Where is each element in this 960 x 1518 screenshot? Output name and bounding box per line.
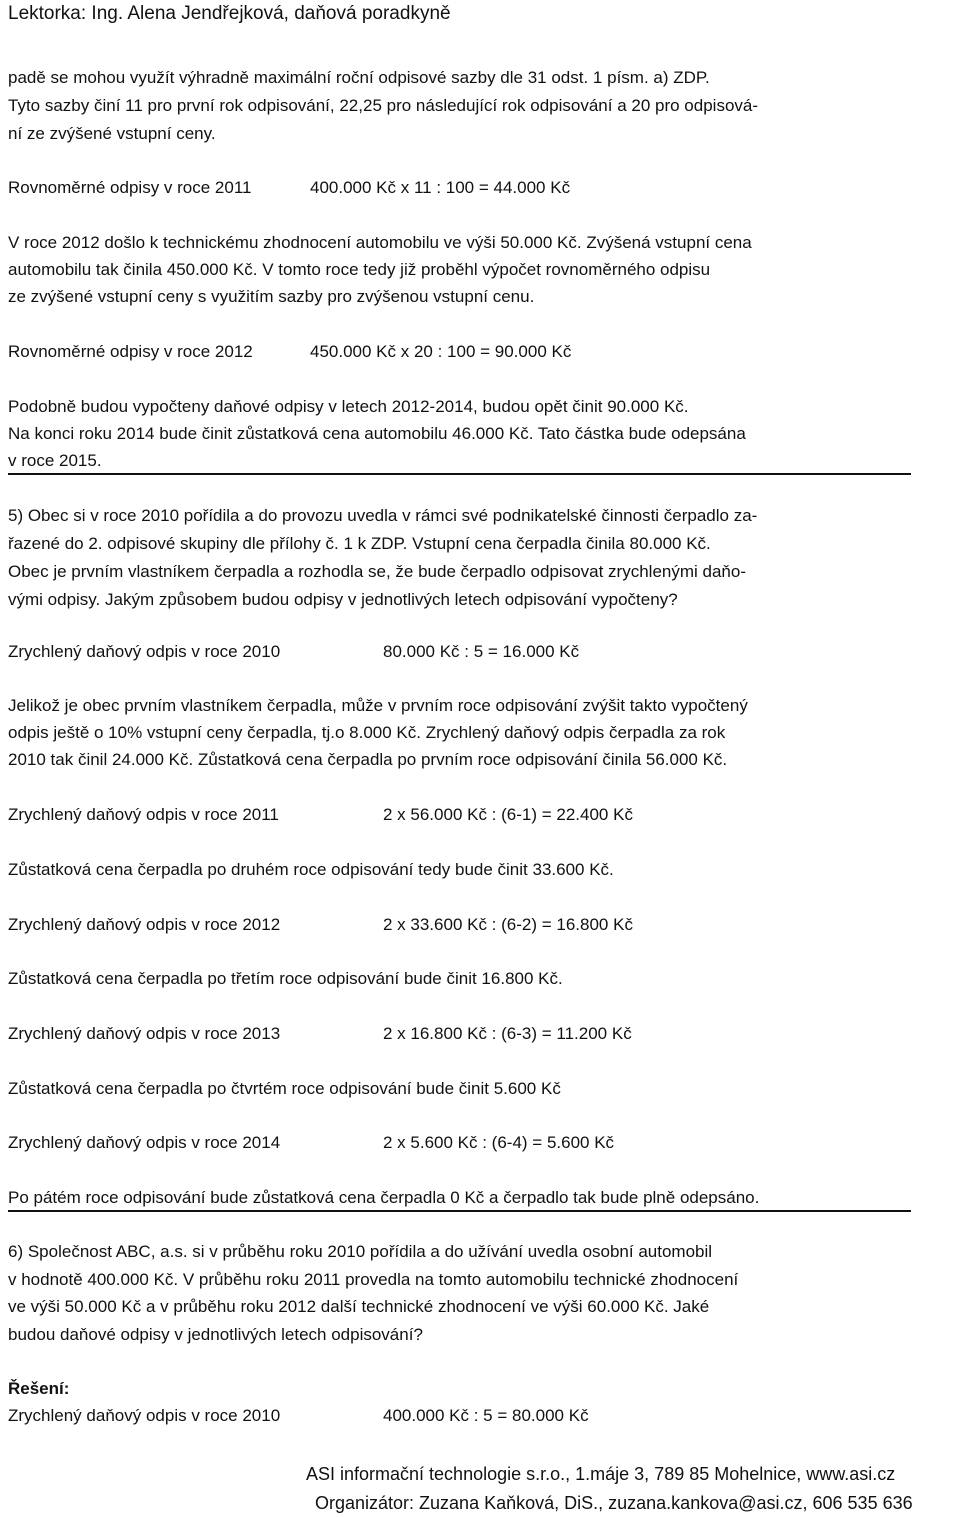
task-6-line-2: v hodnotě 400.000 Kč. V průběhu roku 2011 provedla na tomto automobilu technické zhodnocení — [8, 1270, 739, 1289]
z2010-label: Zrychlený daňový odpis v roce 2010 — [8, 642, 281, 661]
summary-line-3: v roce 2015. — [8, 451, 102, 470]
final-statement: Po pátém roce odpisování bude zůstatková cena čerpadla 0 Kč a čerpadlo tak bude plně odepsáno. — [8, 1188, 760, 1207]
z2011-label: Zrychlený daňový odpis v roce 2011 — [8, 805, 279, 824]
z2010-value: 80.000 Kč : 5 = 16.000 Kč — [383, 642, 580, 661]
intro-line-2: Tyto sazby činí 11 pro první rok odpisování, 22,25 pro následující rok odpisování a 20 pro odpisová- — [8, 96, 759, 115]
calc-2011-value: 400.000 Kč x 11 : 100 = 44.000 Kč — [310, 178, 571, 197]
section-divider-2 — [8, 1210, 911, 1212]
para-first-owner-line-3: 2010 tak činil 24.000 Kč. Zůstatková cena čerpadla po prvním roce odpisování činila 56.000 Kč. — [8, 750, 728, 769]
footer-organizer: Organizátor: Zuzana Kaňková, DiS., zuzana.kankova@asi.cz, 606 535 636 — [315, 1493, 913, 1513]
z2012-value: 2 x 33.600 Kč : (6-2) = 16.800 Kč — [383, 915, 633, 934]
para-2012-line-3: ze zvýšené vstupní ceny s využitím sazby pro zvýšenou vstupní cenu. — [8, 287, 535, 306]
s2010-label: Zrychlený daňový odpis v roce 2010 — [8, 1406, 281, 1425]
z2013-label: Zrychlený daňový odpis v roce 2013 — [8, 1024, 281, 1043]
residual-2: Zůstatková cena čerpadla po druhém roce odpisování tedy bude činit 33.600 Kč. — [8, 860, 614, 879]
page-header: Lektorka: Ing. Alena Jendřejková, daňová poradkyně — [8, 3, 451, 24]
z2011-value: 2 x 56.000 Kč : (6-1) = 22.400 Kč — [383, 805, 633, 824]
task-6-line-3: ve výši 50.000 Kč a v průběhu roku 2012 další technické zhodnocení ve výši 60.000 Kč. Jaké — [8, 1297, 710, 1316]
residual-3: Zůstatková cena čerpadla po třetím roce odpisování bude činit 16.800 Kč. — [8, 969, 563, 988]
calc-2012-value: 450.000 Kč x 20 : 100 = 90.000 Kč — [310, 342, 572, 361]
task-6-line-1: 6) Společnost ABC, a.s. si v průběhu roku 2010 pořídila a do užívání uvedla osobní automobil — [8, 1242, 713, 1261]
calc-2012-label: Rovnoměrné odpisy v roce 2012 — [8, 342, 253, 361]
z2014-value: 2 x 5.600 Kč : (6-4) = 5.600 Kč — [383, 1133, 615, 1152]
task-5-line-4: vými odpisy. Jakým způsobem budou odpisy v jednotlivých letech odpisování vypočteny? — [8, 590, 678, 609]
solution-heading: Řešení: — [8, 1379, 70, 1398]
residual-4: Zůstatková cena čerpadla po čtvrtém roce odpisování bude činit 5.600 Kč — [8, 1079, 561, 1098]
task-5-line-2: řazené do 2. odpisové skupiny dle přílohy č. 1 k ZDP. Vstupní cena čerpadla činila 80.000 Kč. — [8, 534, 711, 553]
para-first-owner-line-1: Jelikož je obec prvním vlastníkem čerpadla, může v prvním roce odpisování zvýšit takto vypočtený — [8, 696, 748, 715]
summary-line-2: Na konci roku 2014 bude činit zůstatková cena automobilu 46.000 Kč. Tato částka bude odepsána — [8, 424, 746, 443]
z2012-label: Zrychlený daňový odpis v roce 2012 — [8, 915, 281, 934]
para-first-owner-line-2: odpis ještě o 10% vstupní ceny čerpadla, tj.o 8.000 Kč. Zrychlený daňový odpis čerpadla za rok — [8, 723, 726, 742]
footer-company: ASI informační technologie s.r.o., 1.máje 3, 789 85 Mohelnice, www.asi.cz — [306, 1464, 896, 1484]
para-2012-line-1: V roce 2012 došlo k technickému zhodnocení automobilu ve výši 50.000 Kč. Zvýšená vstupní cena — [8, 233, 752, 252]
intro-line-3: ní ze zvýšené vstupní ceny. — [8, 124, 216, 143]
s2010-value: 400.000 Kč : 5 = 80.000 Kč — [383, 1406, 589, 1425]
para-2012-line-2: automobilu tak činila 450.000 Kč. V tomto roce tedy již proběhl výpočet rovnoměrného odpisu — [8, 260, 711, 279]
calc-2011-label: Rovnoměrné odpisy v roce 2011 — [8, 178, 252, 197]
section-divider — [8, 473, 911, 475]
intro-line-1: padě se mohou využít výhradně maximální roční odpisové sazby dle 31 odst. 1 písm. a) ZDP. — [8, 68, 710, 87]
task-6-line-4: budou daňové odpisy v jednotlivých letech odpisování? — [8, 1325, 423, 1344]
z2014-label: Zrychlený daňový odpis v roce 2014 — [8, 1133, 281, 1152]
task-5-line-3: Obec je prvním vlastníkem čerpadla a rozhodla se, že bude čerpadlo odpisovat zrychlenými daňo- — [8, 562, 746, 581]
z2013-value: 2 x 16.800 Kč : (6-3) = 11.200 Kč — [383, 1024, 632, 1043]
summary-line-1: Podobně budou vypočteny daňové odpisy v letech 2012-2014, budou opět činit 90.000 Kč. — [8, 397, 689, 416]
task-5-line-1: 5) Obec si v roce 2010 pořídila a do provozu uvedla v rámci své podnikatelské činnosti čerpadlo za- — [8, 506, 758, 525]
